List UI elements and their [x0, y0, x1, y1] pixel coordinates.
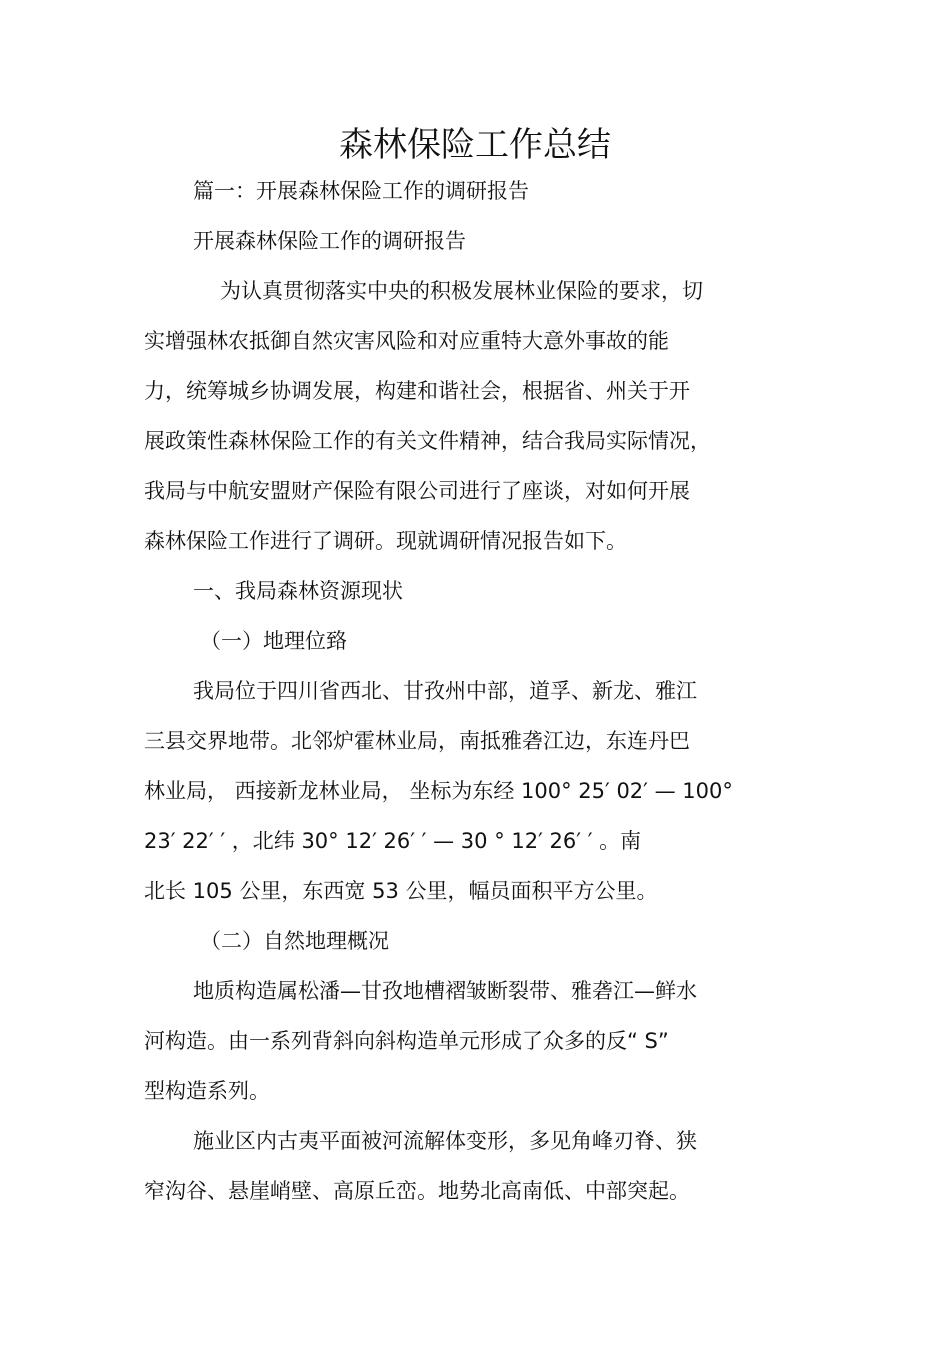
paragraph-line: 北长 105 公里，东西宽 53 公里，幅员面积平方公里。	[144, 879, 658, 903]
paragraph-line: 型构造系列。	[144, 1079, 270, 1103]
subsection-heading-natural-geography: （二）自然地理概况	[200, 929, 389, 953]
section-heading-forest-resources: 一、我局森林资源现状	[193, 579, 403, 603]
paragraph-line: 森林保险工作进行了调研。现就调研情况报告如下。	[144, 529, 627, 553]
section-heading-article-1: 篇一：开展森林保险工作的调研报告	[193, 179, 529, 203]
paragraph-line: 地质构造属松潘—甘孜地槽褶皱断裂带、雅砻江—鲜水	[193, 979, 697, 1003]
paragraph-line: 我局位于四川省西北、甘孜州中部，道孚、新龙、雅江	[193, 679, 697, 703]
subsection-heading-location: （一）地理位臵	[200, 629, 347, 653]
paragraph-line: 展政策性森林保险工作的有关文件精神，结合我局实际情况，	[144, 429, 711, 453]
paragraph-line: 三县交界地带。北邻炉霍林业局，南抵雅砻江边，东连丹巴	[144, 729, 690, 753]
paragraph-line: 实增强林农抵御自然灾害风险和对应重特大意外事故的能	[144, 329, 669, 353]
paragraph-line: 林业局， 西接新龙林业局， 坐标为东经 100° 25′ 02′ — 100°	[144, 779, 733, 803]
paragraph-line: 河构造。由一系列背斜向斜构造单元形成了众多的反“ S”	[144, 1029, 669, 1053]
paragraph-line: 施业区内古夷平面被河流解体变形，多见角峰刃脊、狭	[193, 1129, 697, 1153]
report-title: 开展森林保险工作的调研报告	[193, 229, 466, 253]
paragraph-line: 为认真贯彻落实中央的积极发展林业保险的要求，切	[220, 279, 703, 303]
document-title: 森林保险工作总结	[339, 125, 611, 165]
paragraph-line: 23′ 22′ ′ ，北纬 30° 12′ 26′ ′ — 30 ° 12′ 26′ ′ 。南	[144, 829, 642, 853]
paragraph-line: 力，统筹城乡协调发展，构建和谐社会，根据省、州关于开	[144, 379, 690, 403]
paragraph-line: 我局与中航安盟财产保险有限公司进行了座谈，对如何开展	[144, 479, 690, 503]
paragraph-line: 窄沟谷、悬崖峭壁、高原丘峦。地势北高南低、中部突起。	[144, 1179, 690, 1203]
